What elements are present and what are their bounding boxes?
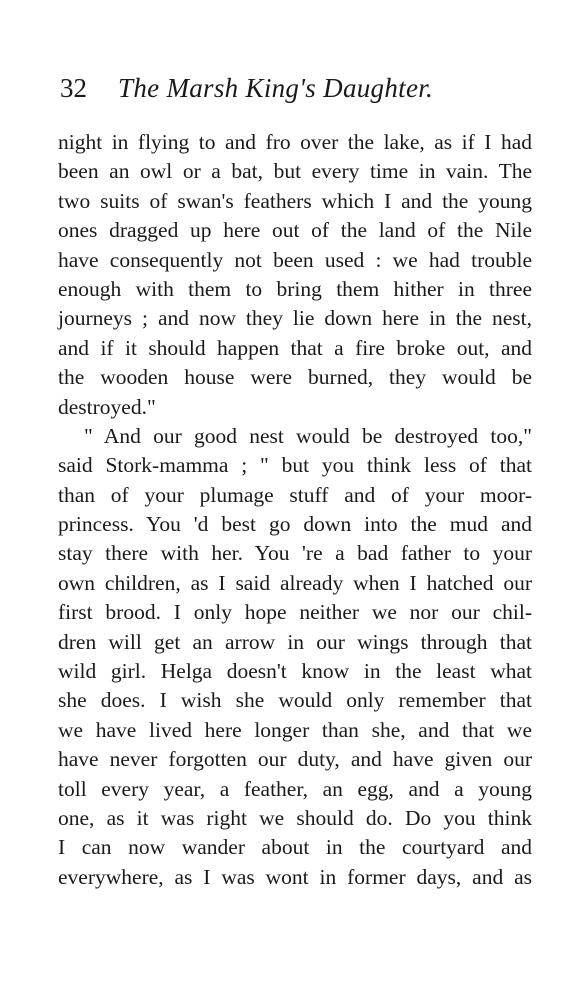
text-line: one, as it was right we should do. Do you think xyxy=(58,805,532,830)
text-line: I can now wander about in the courtyard and xyxy=(58,835,532,860)
text-line: journeys ; and now they lie down here in the nest, xyxy=(58,306,532,331)
text-line: and if it should happen that a fire broke out, and xyxy=(58,335,532,360)
text-line: " And our good nest would be destroyed too," xyxy=(84,423,532,448)
text-line: been an owl or a bat, but every time in vain. The xyxy=(58,159,532,184)
text-line: two suits of swan's feathers which I and the young xyxy=(58,188,532,213)
text-line: dren will get an arrow in our wings through that xyxy=(58,629,532,654)
text-line: than of your plumage stuff and of your moor- xyxy=(58,482,532,507)
text-line: have never forgotten our duty, and have given our xyxy=(58,747,532,772)
text-line: first brood. I only hope neither we nor our chil- xyxy=(58,600,532,625)
text-line: own children, as I said already when I hatched our xyxy=(58,570,532,595)
text-line: have consequently not been used : we had trouble xyxy=(58,247,532,272)
text-line: princess. You 'd best go down into the mud and xyxy=(58,512,532,537)
text-line: destroyed." xyxy=(58,394,156,419)
text-line: she does. I wish she would only remember that xyxy=(58,688,532,713)
text-line: night in flying to and fro over the lake, as if I had xyxy=(58,130,532,154)
text-line: ones dragged up here out of the land of the Nile xyxy=(58,218,532,243)
text-line: enough with them to bring them hither in three xyxy=(58,276,532,301)
body-text xyxy=(58,128,532,892)
text-line: we have lived here longer than she, and that we xyxy=(58,717,532,742)
running-title: The Marsh King's Daughter. xyxy=(118,73,434,103)
page-number: 32 xyxy=(60,73,87,103)
text-line: everywhere, as I was wont in former days, and as xyxy=(58,864,532,889)
text-line: said Stork-mamma ; " but you think less of that xyxy=(58,453,532,478)
text-line: toll every year, a feather, an egg, and a young xyxy=(58,776,532,801)
text-line: the wooden house were burned, they would be xyxy=(58,365,532,390)
text-line: wild girl. Helga doesn't know in the least what xyxy=(58,659,532,684)
text-line: stay there with her. You 're a bad father to your xyxy=(58,541,532,566)
running-head xyxy=(60,70,530,106)
